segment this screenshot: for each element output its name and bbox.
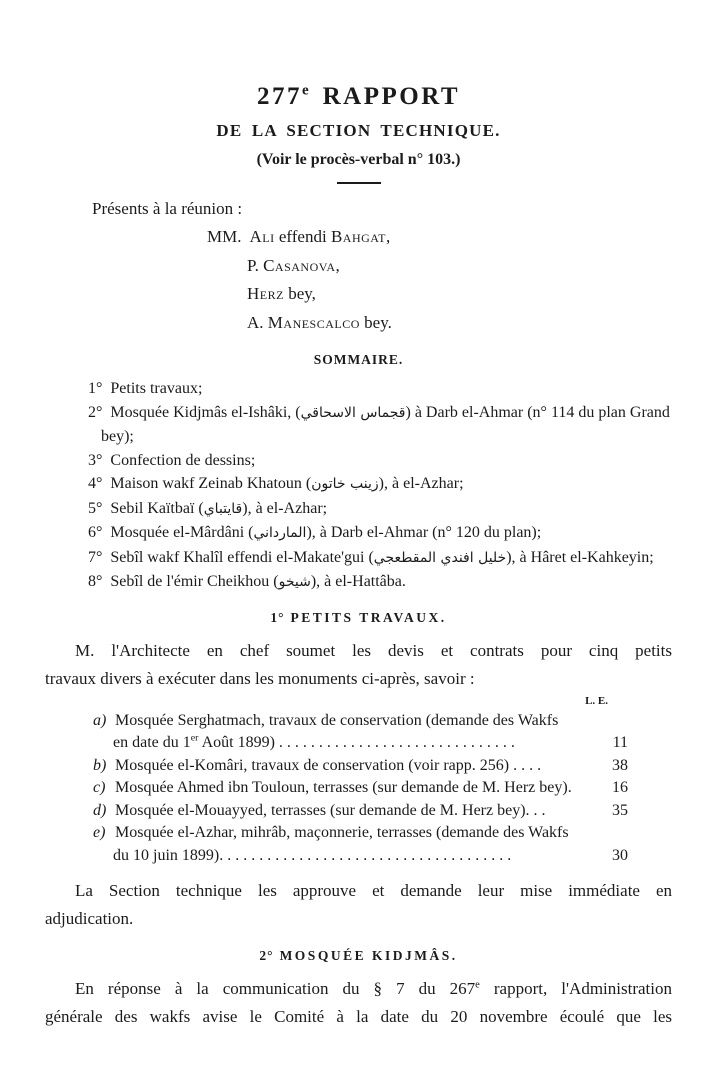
petits-travaux-section — [45, 609, 672, 934]
expense-row-amount: 16 — [612, 779, 628, 796]
section2-paragraph — [45, 975, 672, 1031]
expense-row-label: d) — [93, 801, 107, 819]
sommaire-section — [45, 351, 672, 595]
expense-row-label: c) — [93, 779, 106, 796]
expense-row-text: en date du 1er Août 1899) .............................. — [113, 732, 519, 751]
section2-heading-number: 2° — [259, 948, 274, 963]
paragraph-line: travaux divers à exécuter dans les monuments ci-après, savoir : — [45, 668, 475, 688]
sommaire-item-number: 4° — [88, 475, 103, 492]
section1-heading — [45, 609, 672, 627]
sommaire-item-text: Sebil Kaïtbaï (قايتباي), à el-Azhar; — [110, 499, 328, 517]
sommaire-item-number: 7° — [88, 548, 103, 566]
expense-row-amount: 30 — [612, 846, 628, 864]
expense-row-label: e) — [93, 824, 106, 841]
sommaire-item-text: Maison wakf Zeinab Khatoun (زينب خاتون), à el-Azhar; — [110, 475, 464, 492]
expense-row-text: Mosquée el-Azhar, mihrâb, maçonnerie, terrasses (demande des Wakfs — [115, 824, 569, 841]
attendees-intro: Présents à la réunion : — [92, 199, 243, 218]
paragraph-line: La Section technique les approuve et demande leur mise immédiate en — [75, 881, 672, 900]
expense-row-continuation — [93, 732, 640, 755]
expense-row — [93, 822, 640, 845]
section1-closing-paragraph — [45, 877, 672, 933]
report-word: RAPPORT — [322, 83, 461, 110]
expense-row-text: Mosquée Ahmed ibn Touloun, terrasses (sur demande de M. Herz bey). — [115, 779, 572, 796]
currency-column-header: L. E. — [585, 694, 608, 707]
report-header — [45, 82, 672, 184]
attendee-row — [247, 252, 672, 281]
attendees-prefix: MM. — [207, 227, 242, 246]
text-column — [45, 0, 672, 1031]
report-subtitle: DE LA SECTION TECHNIQUE. — [216, 121, 501, 140]
attendee-name: P. Casanova, — [247, 255, 340, 275]
attendee-name: Herz bey, — [247, 284, 316, 303]
expense-row-amount: 11 — [612, 734, 628, 751]
sommaire-item — [88, 472, 672, 497]
sommaire-item-text: Mosquée el-Mârdâni (المارداني), à Darb el-Ahmar (n° 120 du plan); — [110, 524, 542, 541]
section2-heading-text: MOSQUÉE KIDJMÂS. — [279, 948, 458, 963]
sommaire-item-text: Sebîl wakf Khalîl effendi el-Makate'gui (خليل افندي المقطعجي), à Hâret el-Kahkeyin; — [110, 548, 654, 566]
report-number: 277 — [256, 83, 302, 110]
sommaire-item — [88, 401, 672, 449]
sommaire-heading: SOMMAIRE. — [313, 352, 404, 367]
paragraph-line: En réponse à la communication du § 7 du 267e rapport, l'Administration — [75, 979, 672, 998]
sommaire-item — [88, 546, 672, 571]
sommaire-item-number: 6° — [88, 524, 103, 541]
section1-intro-paragraph — [45, 637, 672, 693]
sommaire-item — [88, 449, 672, 473]
attendee-name: A. Manescalco bey. — [247, 312, 392, 332]
expense-list — [93, 710, 640, 868]
section2-heading — [45, 947, 672, 965]
mosquee-kidjmas-section — [45, 947, 672, 1031]
sommaire-item-number: 5° — [88, 499, 103, 517]
sommaire-item-text: Sebîl de l'émir Cheikhou (شيخو), à el-Hattâba. — [110, 573, 406, 590]
paragraph-line: générale des wakfs avise le Comité à la date du 20 novembre écoulé que les — [45, 1007, 672, 1026]
attendees-section — [45, 197, 672, 337]
expense-row-continuation — [93, 845, 640, 868]
divider-rule — [337, 182, 381, 184]
expense-row-amount: 35 — [612, 801, 628, 819]
expense-row-label: a) — [93, 711, 107, 729]
expense-row-label: b) — [93, 756, 107, 774]
attendee-row — [207, 223, 672, 252]
sommaire-item-number: 2° — [88, 403, 103, 421]
expense-row — [93, 777, 640, 800]
report-number-ordinal: e — [301, 82, 309, 99]
attendee-name: Ali effendi Bahgat, — [249, 227, 391, 246]
sommaire-item — [88, 570, 672, 595]
expense-row-amount: 38 — [612, 756, 628, 774]
attendee-row — [247, 309, 672, 338]
report-reference: (Voir le procès-verbal n° 103.) — [256, 151, 461, 168]
expense-row-text: Mosquée el-Mouayyed, terrasses (sur demande de M. Herz bey)... — [115, 801, 550, 819]
expense-row — [93, 710, 640, 733]
attendee-row — [247, 280, 672, 309]
sommaire-item-text: Mosquée Kidjmâs el-Ishâki, (قجماس الاسحاقي) à Darb el-Ahmar (n° 114 du plan Grand bey); — [101, 403, 670, 445]
expense-row-text: Mosquée Serghatmach, travaux de conservation (demande des Wakfs — [115, 711, 559, 729]
sommaire-item — [88, 377, 672, 401]
sommaire-item — [88, 497, 672, 522]
section1-heading-text: PETITS TRAVAUX. — [290, 609, 447, 625]
expense-row-text: du 10 juin 1899)..................................... — [113, 846, 516, 864]
sommaire-item-number: 3° — [88, 451, 103, 469]
sommaire-item-text: Confection de dessins; — [110, 451, 256, 469]
section1-heading-number: 1° — [270, 609, 285, 625]
sommaire-item-number: 8° — [88, 573, 103, 590]
paragraph-line: adjudication. — [45, 909, 134, 928]
expense-row — [93, 800, 640, 823]
expense-row-text: Mosquée el-Komâri, travaux de conservation (voir rapp. 256) .... — [115, 756, 546, 774]
sommaire-item-number: 1° — [88, 380, 103, 397]
sommaire-item-text: Petits travaux; — [110, 380, 203, 397]
report-title — [45, 82, 672, 112]
expense-row — [93, 755, 640, 778]
sommaire-list — [45, 377, 672, 595]
sommaire-item — [88, 521, 672, 546]
paragraph-line: M. l'Architecte en chef soumet les devis et contrats pour cinq petits — [75, 640, 672, 660]
